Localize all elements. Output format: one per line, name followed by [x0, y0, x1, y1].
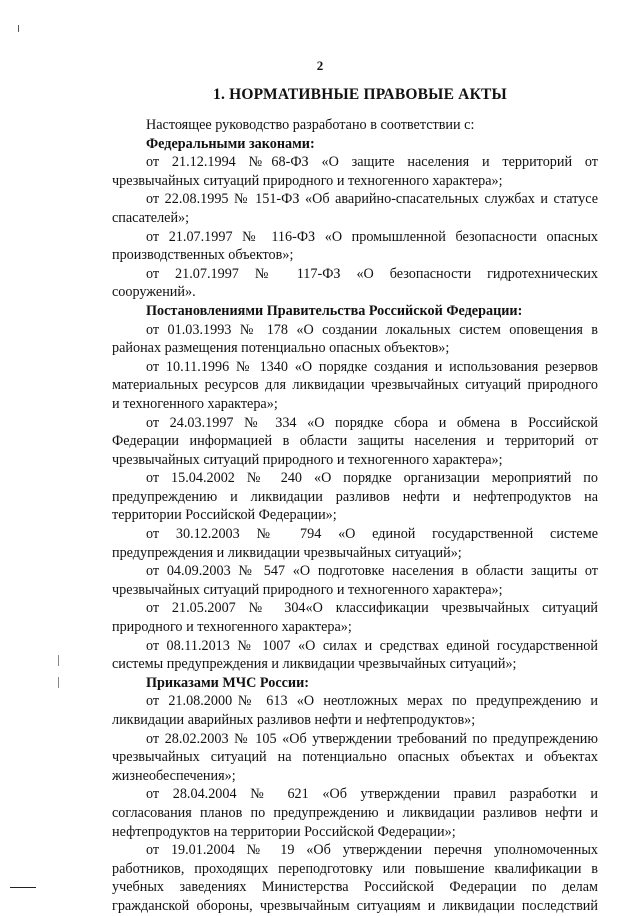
text-line: от 22.08.1995 № 151-ФЗ «Об аварийно-спасательных службах и статусе — [146, 191, 598, 208]
text-line: от 28.04.2004 № 621 «Об утверждении правил разработки и — [146, 786, 598, 803]
document-body — [112, 116, 598, 916]
text-line: от 28.02.2003 № 105 «Об утверждении требований по предупреждению — [146, 730, 598, 747]
text-line: и техногенного характера»; — [112, 395, 278, 412]
text-line: от 08.11.2013 № 1007 «О силах и средствах единой государственной — [146, 637, 598, 654]
text-line: работников, проходящих переподготовку или повышение квалификации в — [112, 860, 598, 877]
text-line: природного и техногенного характера»; — [112, 619, 352, 636]
text-line: территории Российской Федерации»; — [112, 507, 337, 524]
text-line: от 15.04.2002 № 240 «О порядке организации мероприятий по — [146, 470, 598, 487]
text-line: от 21.07.1997 № 117-ФЗ «О безопасности гидротехнических — [146, 265, 598, 282]
text-line: спасателей»; — [112, 209, 190, 226]
text-line: Настоящее руководство разработано в соответствии с: — [146, 117, 475, 133]
text-line: чрезвычайных ситуаций природного и техногенного характера»; — [112, 451, 503, 468]
page-number: 2 — [316, 58, 324, 73]
text-line: чрезвычайных ситуаций на потенциально опасных объектах и объектах — [112, 749, 598, 766]
text-line: от 21.12.1994 №68-ФЗ «О защите населения и территорий от — [146, 154, 598, 171]
text-line: от 04.09.2003 № 547 «О подготовке населения в области защиты от — [146, 563, 598, 580]
text-line: ликвидации аварийных разливов нефти и нефтепродуктов»; — [112, 712, 476, 728]
section-heading: Приказами МЧС России: — [146, 674, 310, 691]
text-line: от 10.11.1996 № 1340 «О порядке создания и использования резервов — [146, 358, 598, 375]
page-title: 1. НОРМАТИВНЫЕ ПРАВОВЫЕ АКТЫ — [213, 86, 507, 103]
text-line: от 19.01.2004 № 19 «Об утверждении перечня уполномоченных — [146, 842, 598, 859]
section-heading: Постановлениями Правительства Российской Федерации: — [146, 302, 523, 319]
text-line: от 30.12.2003 № 794 «О единой государственной системе — [146, 526, 598, 543]
footer-rule — [10, 887, 36, 888]
text-line: от 24.03.1997 № 334 «О порядке сбора и обмена в Российской — [146, 414, 598, 431]
text-line: нефтепродуктов на территории Российской Федерации»; — [112, 823, 456, 840]
text-line: от 21.05.2007 № 304«О классификации чрезвычайных ситуаций — [146, 600, 598, 617]
text-line: чрезвычайных ситуаций природного и техногенного характера»; — [112, 581, 503, 598]
text-line: от 01.03.1993 № 178 «О создании локальных систем оповещения в — [146, 321, 598, 338]
text-line: от 21.08.2000№ 613 «О неотложных мерах по предупреждению и — [146, 693, 598, 710]
text-line: районах размещения потенциально опасных объектов»; — [112, 340, 450, 357]
text-line: системы предупреждения и ликвидации чрезвычайных ситуаций»; — [112, 656, 517, 673]
text-line: гражданской обороны, чрезвычайным ситуациям и ликвидации последствий — [112, 897, 598, 914]
text-line: предупреждению и ликвидации разливов нефти и нефтепродуктов на — [112, 488, 598, 505]
text-line: согласования планов по предупреждению и ликвидации разливов нефти и — [112, 804, 598, 821]
text-line: от 21.07.1997 № 116-ФЗ «О промышленной безопасности опасных — [146, 228, 598, 245]
text-line: жизнеобеспечения»; — [112, 767, 236, 784]
scan-mark — [58, 655, 59, 666]
section-heading: Федеральными законами: — [146, 135, 315, 152]
text-line: производственных объектов»; — [112, 247, 294, 264]
text-line: Федерации информацией в области защиты населения и территорий от — [112, 433, 598, 450]
scan-mark — [58, 677, 59, 688]
text-line: учебных заведениях Министерства Российской Федерации по делам — [112, 879, 598, 896]
text-line: чрезвычайных ситуаций природного и техногенного характера»; — [112, 172, 503, 189]
text-line: сооружений». — [112, 284, 196, 301]
text-line: предупреждения и ликвидации чрезвычайных ситуаций»; — [112, 544, 462, 561]
scan-mark — [18, 25, 19, 32]
text-line: материальных ресурсов для ликвидации чрезвычайных ситуаций природного — [112, 377, 598, 394]
